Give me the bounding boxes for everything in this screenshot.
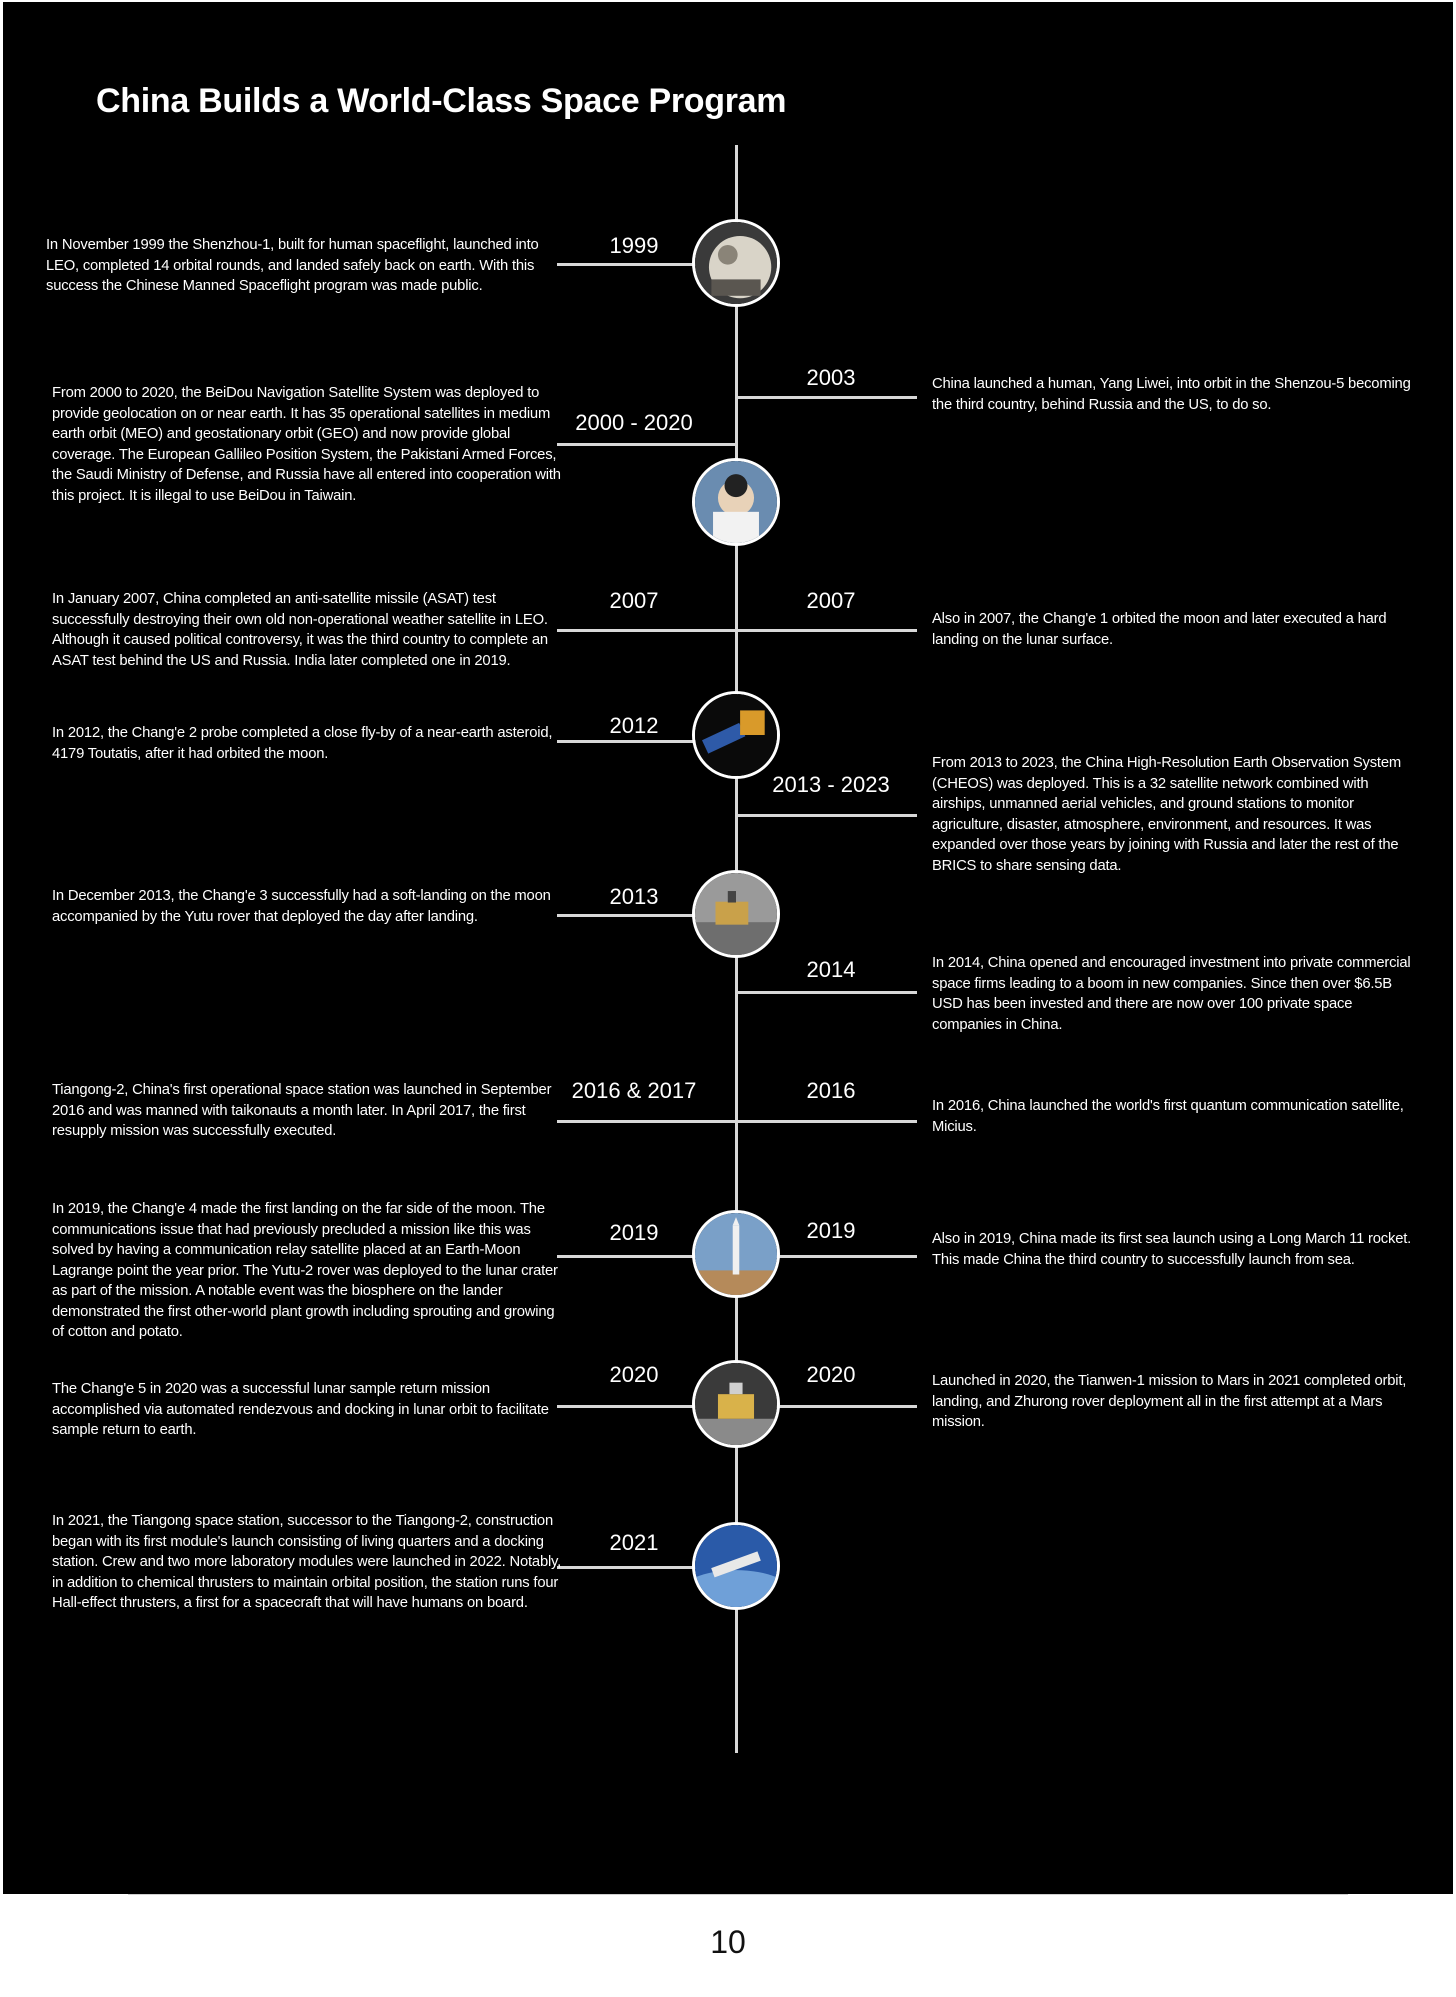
event-description-2012: In 2012, the Chang'e 2 probe completed a close fly-by of a near-earth asteroid, 4179 Toutatis, after it had orbited the moon. — [52, 725, 553, 762]
rocket-launch-photo — [692, 1210, 780, 1298]
tiangong-station-photo — [692, 1522, 780, 1610]
timeline-connector — [737, 991, 917, 994]
event-description-2007-change1: Also in 2007, the Chang'e 1 orbited the moon and later executed a hard landing on the lunar surface. — [932, 611, 1387, 648]
event-description-2014: In 2014, China opened and encouraged investment into private commercial space firms leading to a boom in new companies. Since then over $6.5B USD has been invested and there are now over 100 private space companies in China. — [932, 955, 1411, 1033]
event-year-2007-asat: 2007 — [609, 588, 659, 613]
event-description-2003: China launched a human, Yang Liwei, into orbit in the Shenzou-5 becoming the third country, behind Russia and the US, to do so. — [932, 376, 1411, 413]
timeline-connector — [557, 629, 737, 632]
footer-divider — [128, 1894, 1348, 1895]
event-description-2020-tianwen1: Launched in 2020, the Tianwen-1 mission to Mars in 2021 completed orbit, landing, and Zhurong rover deployment all in the first attempt at a Mars mission. — [932, 1373, 1407, 1430]
event-description-2000-2020: From 2000 to 2020, the BeiDou Navigation Satellite System was deployed to provide geolocation on or near earth. It has 35 operational satellites in medium earth orbit (MEO) and geostationary orbit (GEO) and now provide global coverage. The European Gallileo Position System, the Pakistani Armed Forces, the Saudi Ministry of Defense, and Russia have all entered into cooperation with this project. It is illegal to use BeiDou in Taiwain. — [52, 385, 561, 504]
event-description-1999: In November 1999 the Shenzhou-1, built for human spaceflight, launched into LEO, completed 14 orbital rounds, and landed safely back on earth. With this success the Chinese Manned Spaceflight program was made public. — [46, 237, 539, 294]
event-year-1999: 1999 — [609, 233, 659, 258]
event-description-2013-2023: From 2013 to 2023, the China High-Resolution Earth Observation System (CHEOS) was deployed. This is a 32 satellite network combined with airships, unmanned aerial vehicles, and ground stations to monitor agriculture, disaster, atmosphere, environment, and resources. It was expanded over those years by joining with Russia and later the rest of the BRICS to share sensing data. — [932, 755, 1401, 874]
timeline-connector — [737, 1120, 917, 1123]
event-year-2020-tianwen1: 2020 — [806, 1362, 856, 1387]
event-year-2007-change1: 2007 — [806, 588, 856, 613]
change2-probe-photo — [692, 691, 780, 779]
event-year-2000-2020: 2000 - 2020 — [575, 410, 693, 435]
timeline-connector — [737, 814, 917, 817]
event-year-2021: 2021 — [609, 1530, 659, 1555]
event-year-2014: 2014 — [806, 957, 856, 982]
change5-lander-photo — [692, 1360, 780, 1448]
event-year-2016: 2016 — [806, 1078, 856, 1103]
event-year-2016-2017: 2016 & 2017 — [571, 1078, 697, 1103]
event-year-2020-change5: 2020 — [609, 1362, 659, 1387]
page-title: China Builds a World-Class Space Program — [96, 82, 787, 120]
event-year-2019-change4: 2019 — [609, 1220, 659, 1245]
timeline-connector — [737, 629, 917, 632]
event-year-2013: 2013 — [609, 884, 659, 909]
event-description-2021: In 2021, the Tiangong space station, successor to the Tiangong-2, construction began with its first module's launch consisting of living quarters and a docking station. Crew and two more laboratory modules were launched in 2022. Notably, in addition to chemical thrusters to maintain orbital position, the station runs four Hall-effect thrusters, a first for a spacecraft that will have humans on board. — [52, 1513, 562, 1611]
event-description-2007-asat: In January 2007, China completed an anti-satellite missile (ASAT) test successfully destroying their own old non-operational weather satellite in LEO. Although it caused political controversy, it was the third country to complete an ASAT test behind the US and Russia. India later completed one in 2019. — [52, 591, 548, 669]
change3-lander-photo — [692, 870, 780, 958]
event-description-2020-change5: The Chang'e 5 in 2020 was a successful lunar sample return mission accomplished via automated rendezvous and docking in lunar orbit to facilitate sample return to earth. — [52, 1381, 549, 1438]
event-description-2019-change4: In 2019, the Chang'e 4 made the first landing on the far side of the moon. The communications issue that had previously precluded a mission like this was solved by having a communication relay satellite placed at an Earth-Moon Lagrange point the year prior. The Yutu-2 rover was deployed to the lunar crater as part of the mission. A notable event was the biosphere on the lander demonstrated the first other-world plant growth including sprouting and growing of cotton and potato. — [52, 1201, 558, 1340]
event-description-2019-sea-launch: Also in 2019, China made its first sea launch using a Long March 11 rocket. This made China the third country to successfully launch from sea. — [932, 1231, 1412, 1268]
astronaut-portrait-photo — [692, 458, 780, 546]
shenzhou-capsule-photo — [692, 219, 780, 307]
event-year-2012: 2012 — [609, 713, 659, 738]
event-year-2013-2023: 2013 - 2023 — [772, 772, 890, 797]
timeline-connector — [737, 396, 917, 399]
event-year-2019-sea-launch: 2019 — [806, 1218, 856, 1243]
timeline-connector — [557, 443, 737, 446]
event-description-2016-2017: Tiangong-2, China's first operational space station was launched in September 2016 and was manned with taikonauts a month later. In April 2017, the first resupply mission was successfully executed. — [52, 1082, 552, 1139]
event-description-2016: In 2016, China launched the world's first quantum communication satellite, Micius. — [932, 1098, 1404, 1135]
timeline-connector — [557, 1120, 737, 1123]
event-year-2003: 2003 — [806, 365, 856, 390]
event-description-2013: In December 2013, the Chang'e 3 successfully had a soft-landing on the moon accompanied by the Yutu rover that deployed the day after landing. — [52, 888, 551, 925]
page-number: 10 — [710, 1924, 746, 1960]
